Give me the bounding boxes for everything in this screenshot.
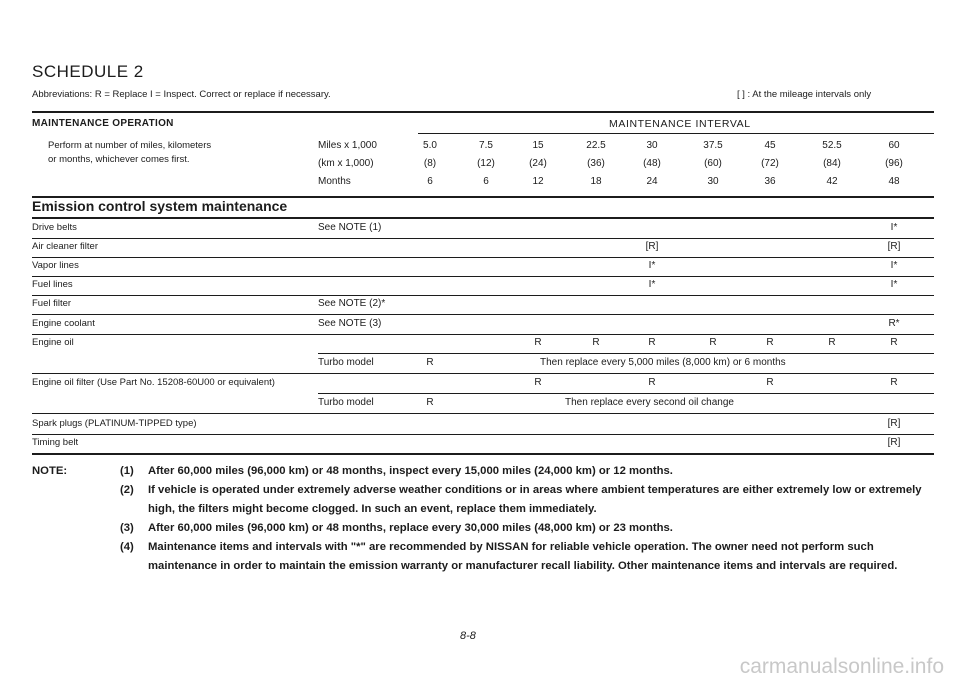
interval-months-1: 6	[427, 176, 433, 187]
note-text: After 60,000 miles (96,000 km) or 48 months, inspect every 15,000 miles (24,000 km) or 12 months.	[148, 465, 673, 477]
maintenance-operation-header: MAINTENANCE OPERATION	[32, 118, 174, 129]
row-separator	[32, 257, 934, 258]
interval-miles-4: 22.5	[586, 140, 606, 151]
interval-km-9: (96)	[885, 158, 903, 169]
note-text: After 60,000 miles (96,000 km) or 48 months, replace every 30,000 miles (48,000 km) or 23 months.	[148, 522, 673, 534]
note-item	[32, 538, 932, 576]
interval-span-text: Then replace every 5,000 miles (8,000 km) or 6 months	[540, 357, 786, 368]
maintenance-interval-header: MAINTENANCE INTERVAL	[609, 118, 751, 130]
interval-months-7: 36	[764, 176, 776, 187]
row-label: Timing belt	[32, 437, 79, 448]
note-number: (4)	[120, 541, 134, 553]
interval-months-2: 6	[483, 176, 489, 187]
interval-miles-5: 30	[646, 140, 658, 151]
row-label: Drive belts	[32, 222, 77, 233]
row-label: Air cleaner filter	[32, 241, 98, 252]
row-separator	[32, 295, 934, 296]
row-separator	[318, 393, 934, 394]
page-number: 8-8	[460, 630, 476, 642]
note-number: (3)	[120, 522, 134, 534]
interval-cell: R	[766, 377, 774, 388]
interval-miles-7: 45	[764, 140, 776, 151]
row-separator	[32, 434, 934, 435]
row-label: Fuel filter	[32, 298, 72, 309]
interval-months-4: 18	[590, 176, 602, 187]
note-number: (2)	[120, 484, 134, 496]
row-note: See NOTE (2)*	[318, 298, 386, 309]
section-rule	[32, 217, 934, 219]
interval-cell: [R]	[887, 437, 901, 448]
interval-cell: R	[426, 397, 434, 408]
watermark: carmanualsonline.info	[739, 655, 944, 678]
note-item	[32, 481, 932, 519]
interval-km-6: (60)	[704, 158, 722, 169]
interval-km-1: (8)	[423, 158, 437, 169]
row-separator	[318, 353, 934, 354]
row-label: Vapor lines	[32, 260, 79, 271]
interval-cell: I*	[648, 260, 656, 271]
interval-km-5: (48)	[643, 158, 661, 169]
row-label: Engine oil filter (Use Part No. 15208-60U00 or equivalent)	[32, 377, 275, 388]
interval-cell: R*	[888, 318, 900, 329]
interval-months-5: 24	[646, 176, 658, 187]
note-label: NOTE:	[32, 465, 68, 477]
notes-block	[32, 462, 932, 576]
row-note: See NOTE (3)	[318, 318, 382, 329]
row-label: Fuel lines	[32, 279, 73, 290]
interval-cell: R	[534, 337, 542, 348]
interval-cell: [R]	[887, 241, 901, 252]
note-item	[32, 462, 932, 481]
interval-cell: R	[426, 357, 434, 368]
table-top-rule	[32, 111, 934, 113]
interval-cell: I*	[890, 260, 898, 271]
row-note: See NOTE (1)	[318, 222, 382, 233]
interval-miles-2: 7.5	[479, 140, 493, 151]
interval-cell: R	[648, 377, 656, 388]
row-separator	[32, 276, 934, 277]
interval-miles-1: 5.0	[423, 140, 437, 151]
interval-miles-8: 52.5	[822, 140, 842, 151]
interval-km-7: (72)	[761, 158, 779, 169]
abbreviations-legend: Abbreviations: R = Replace I = Inspect. Correct or replace if necessary.	[32, 89, 331, 100]
interval-cell: R	[534, 377, 542, 388]
interval-cell: I*	[648, 279, 656, 290]
interval-months-9: 48	[888, 176, 900, 187]
row-separator	[32, 413, 934, 414]
section-title: Emission control system maintenance	[32, 198, 288, 214]
row-note: Turbo model	[318, 397, 374, 408]
note-text: If vehicle is operated under extremely adverse weather conditions or in areas where ambient temperatures are either extremely low or extremely high, the filters might become clogged. In such an event, replace them immediately.	[148, 484, 922, 515]
row-label: Engine coolant	[32, 318, 95, 329]
row-separator	[32, 314, 934, 315]
interval-miles-9: 60	[888, 140, 900, 151]
table-bottom-rule	[32, 453, 934, 455]
interval-span-text: Then replace every second oil change	[565, 397, 734, 408]
row-label: Engine oil	[32, 337, 74, 348]
interval-months-8: 42	[826, 176, 838, 187]
interval-cell: R	[766, 337, 774, 348]
unit-months: Months	[318, 176, 351, 187]
interval-cell: R	[709, 337, 717, 348]
interval-cell: R	[648, 337, 656, 348]
interval-cell: R	[890, 337, 898, 348]
note-number: (1)	[120, 465, 134, 477]
interval-km-3: (24)	[529, 158, 547, 169]
interval-km-2: (12)	[477, 158, 495, 169]
row-separator	[32, 373, 934, 374]
interval-cell: [R]	[645, 241, 659, 252]
interval-km-8: (84)	[823, 158, 841, 169]
interval-miles-3: 15	[532, 140, 544, 151]
interval-km-4: (36)	[587, 158, 605, 169]
row-label: Spark plugs (PLATINUM-TIPPED type)	[32, 418, 197, 429]
interval-cell: R	[592, 337, 600, 348]
interval-cell: R	[890, 377, 898, 388]
perform-text-line2: or months, whichever comes first.	[48, 154, 190, 165]
interval-months-6: 30	[707, 176, 719, 187]
interval-cell: I*	[890, 222, 898, 233]
interval-miles-6: 37.5	[703, 140, 723, 151]
row-separator	[32, 334, 934, 335]
interval-months-3: 12	[532, 176, 544, 187]
note-item	[32, 519, 932, 538]
interval-cell: I*	[890, 279, 898, 290]
bracket-legend: [ ] : At the mileage intervals only	[737, 89, 872, 100]
interval-cell: R	[828, 337, 836, 348]
unit-km: (km x 1,000)	[318, 158, 374, 169]
row-note: Turbo model	[318, 357, 374, 368]
row-separator	[32, 238, 934, 239]
page-title: SCHEDULE 2	[32, 62, 144, 81]
note-text: Maintenance items and intervals with "*" are recommended by NISSAN for reliable vehicle operation. The owner need not perform such maintenance in order to maintain the emission warranty or manufacturer recall liability. Other maintenance items and intervals are required.	[148, 541, 898, 572]
interval-header-rule	[418, 133, 934, 134]
interval-cell: [R]	[887, 418, 901, 429]
perform-text-line1: Perform at number of miles, kilometers	[48, 140, 212, 151]
unit-miles: Miles x 1,000	[318, 140, 377, 151]
